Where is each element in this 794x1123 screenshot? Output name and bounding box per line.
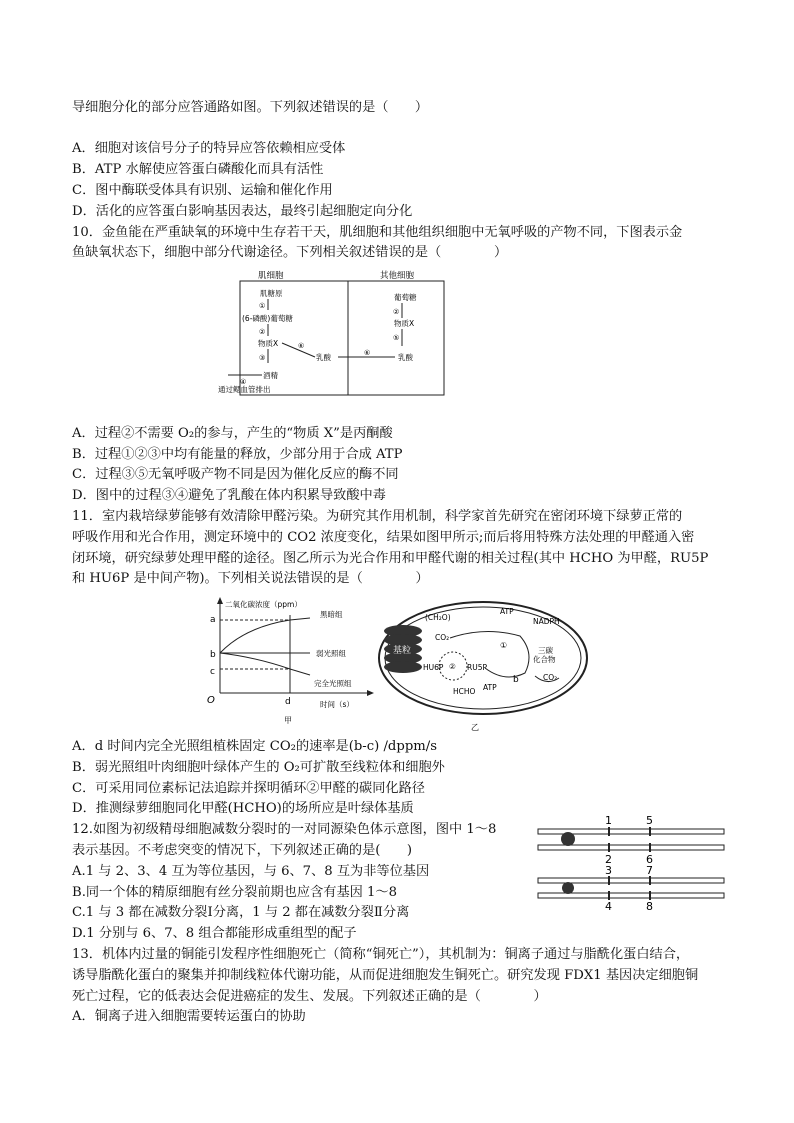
ch2o-label: (CH₂O) [425,613,451,622]
excrete-label: 通过鳃血管排出 [218,385,271,394]
gene-4: 4 [605,900,612,913]
option-d: D．推测绿萝细胞同化甲醛(HCHO)的场所应是叶绿体基质 [72,801,414,816]
step-4: ④ [240,378,247,386]
time-label: 时间（s） [320,700,354,709]
cycle-1: ① [500,641,508,650]
gene-2: 2 [605,853,612,866]
substance-x-left: 物质X [258,339,279,348]
step-5: ⑤ [393,334,400,342]
step-1: ① [259,302,266,310]
glycogen-label: 肌糖原 [260,289,283,298]
grana-label: 基粒 [393,646,412,656]
option-c: C．过程③⑤无氧呼吸产物不同是因为催化反应的酶不同 [72,467,399,482]
centromere-1 [561,832,575,846]
origin-label: O [207,695,215,706]
option-c: C．图中酶联受体具有识别、运输和催化作用 [72,183,333,198]
question-10: 10．金鱼能在严重缺氧的环境中生存若干天，肌细胞和其他组织细胞中无氧呼吸的产物不同，下图表示金 [72,225,683,240]
option-c: C．可采用同位素标记法追踪并探明循环②甲醛的碳同化路径 [72,781,425,796]
question-13-cont: 死亡过程，它的低表达会促进癌症的发生、发展。下列叙述正确的是（ ） [72,989,547,1004]
step-6-mid: ⑥ [298,342,305,350]
q12-chromosome-figure [530,812,730,917]
step-2-right: ② [393,308,400,316]
b-label: b [513,675,519,685]
ethanol-label: 酒精 [263,371,278,380]
question-11-cont: 和 HU6P 是中间产物)。下列相关说法错误的是（ ） [72,571,429,586]
option-d: D.1 分别与 6、7、8 组合都能形成重组型的配子 [72,926,357,941]
option-c: C.1 与 3 都在减数分裂Ⅰ分离，1 与 2 都在减数分裂Ⅱ分离 [72,905,410,920]
compound: 化合物 [533,655,556,664]
legend-weak: 弱光照组 [316,649,346,658]
lactate-mid: 乳酸 [316,353,331,362]
substance-x-right: 物质X [394,319,415,328]
option-a: A．过程②不需要 O₂的参与，产生的“物质 X”是丙酮酸 [72,426,393,441]
q11-diagram-yi [375,598,593,733]
question-13-cont: 诱导脂酰化蛋白的聚集并抑制线粒体代谢功能，从而促进细胞发生铜死亡。研究发现 FDX1 基因决定细胞铜 [72,968,699,983]
hu6p-label: HU6P [423,663,444,672]
question-11: 11．室内栽培绿萝能够有效清除甲醛污染。为研究其作用机制，科学家首先研究在密闭环境下绿萝正常的 [72,509,683,524]
series-full-curve [220,653,310,675]
co2-right: CO₂ [543,673,558,682]
hcho-label: HCHO [453,687,476,696]
question-10-cont: 鱼缺氧状态下，细胞中部分代谢途径。下列相关叙述错误的是（ ） [72,245,508,260]
co2-left: CO₂ [435,633,450,642]
option-b: B．过程①②③中均有能量的释放，少部分用于合成 ATP [72,447,403,462]
step-3: ③ [259,354,266,362]
atp-top: ATP [500,607,514,616]
lactate-right: 乳酸 [398,353,413,362]
ru5p-label: RU5P [467,663,487,672]
centromere-2 [562,882,574,894]
tick-d: d [285,697,291,707]
gene-5: 5 [646,814,653,827]
step-2-left: ② [259,328,266,336]
question-12: 12.如图为初级精母细胞减数分裂时的一对同源染色体示意图，图中 1～8 [72,822,497,837]
tick-c: c [210,667,215,677]
y-axis-label: 二氧化碳浓度（ppm） [225,600,302,609]
three-carbon: 三碳 [538,646,553,655]
question-13: 13．机体内过量的铜能引发程序性细胞死亡（简称“铜死亡”），其机制为：铜离子通过与脂酰化蛋白结合， [72,947,690,962]
tick-b: b [210,650,216,660]
legend-dark: 黑暗组 [320,610,343,619]
question-11-cont: 呼吸作用和光合作用，测定环境中的 CO2 浓度变化，结果如图甲所示;而后将用特殊方法处理的甲醛通入密 [72,530,695,545]
nadph-label: NADPH [533,617,560,626]
option-d: D．活化的应答蛋白影响基因表达，最终引起细胞定向分化 [72,204,413,219]
cycle-2: ② [449,662,456,671]
step-6-right: ⑥ [364,349,371,357]
atp-bottom: ATP [483,683,497,692]
option-b: B.同一个体的精原细胞有丝分裂前期也应含有基因 1～8 [72,885,397,900]
caption-yi: 乙 [471,723,479,732]
header-muscle: 肌细胞 [258,271,284,281]
q11-graph-jia [200,595,380,730]
option-a: A．d 时间内完全光照组植株固定 CO₂的速率是(b-c) /dppm/s [72,739,437,754]
option-a: A．铜离子进入细胞需要转运蛋白的协助 [72,1009,306,1024]
g6p-label: (6-磷酸)葡萄糖 [242,314,293,323]
gene-7: 7 [646,864,653,877]
option-a: A．细胞对该信号分子的特异应答依赖相应受体 [72,141,346,156]
option-a: A.1 与 2、3、4 互为等位基因，与 6、7、8 互为非等位基因 [72,864,430,879]
gene-8: 8 [646,900,653,913]
tick-a: a [210,615,216,625]
glucose-label: 葡萄糖 [394,293,417,302]
option-d: D．图中的过程③④避免了乳酸在体内积累导致酸中毒 [72,488,386,503]
gene-3: 3 [605,864,612,877]
question-11-cont: 闭环境，研究绿萝处理甲醛的途径。图乙所示为光合作用和甲醛代谢的相关过程(其中 HCHO 为甲醛，RU5P [72,551,709,566]
series-dark-curve [220,618,310,653]
option-b: B．ATP 水解使应答蛋白磷酸化而具有活性 [72,162,324,177]
gene-1: 1 [605,814,612,827]
option-b: B．弱光照组叶肉细胞叶绿体产生的 O₂可扩散至线粒体和细胞外 [72,760,445,775]
text-line: 导细胞分化的部分应答通路如图。下列叙述错误的是（ ） [72,100,429,115]
q10-metabolism-figure [218,268,450,398]
question-12-cont: 表示基因。不考虑突变的情况下，下列叙述正确的是( ) [72,843,412,858]
caption-jia: 甲 [284,716,292,725]
header-other: 其他细胞 [380,271,415,281]
gene-6: 6 [646,853,653,866]
legend-full: 完全光照组 [314,679,352,688]
